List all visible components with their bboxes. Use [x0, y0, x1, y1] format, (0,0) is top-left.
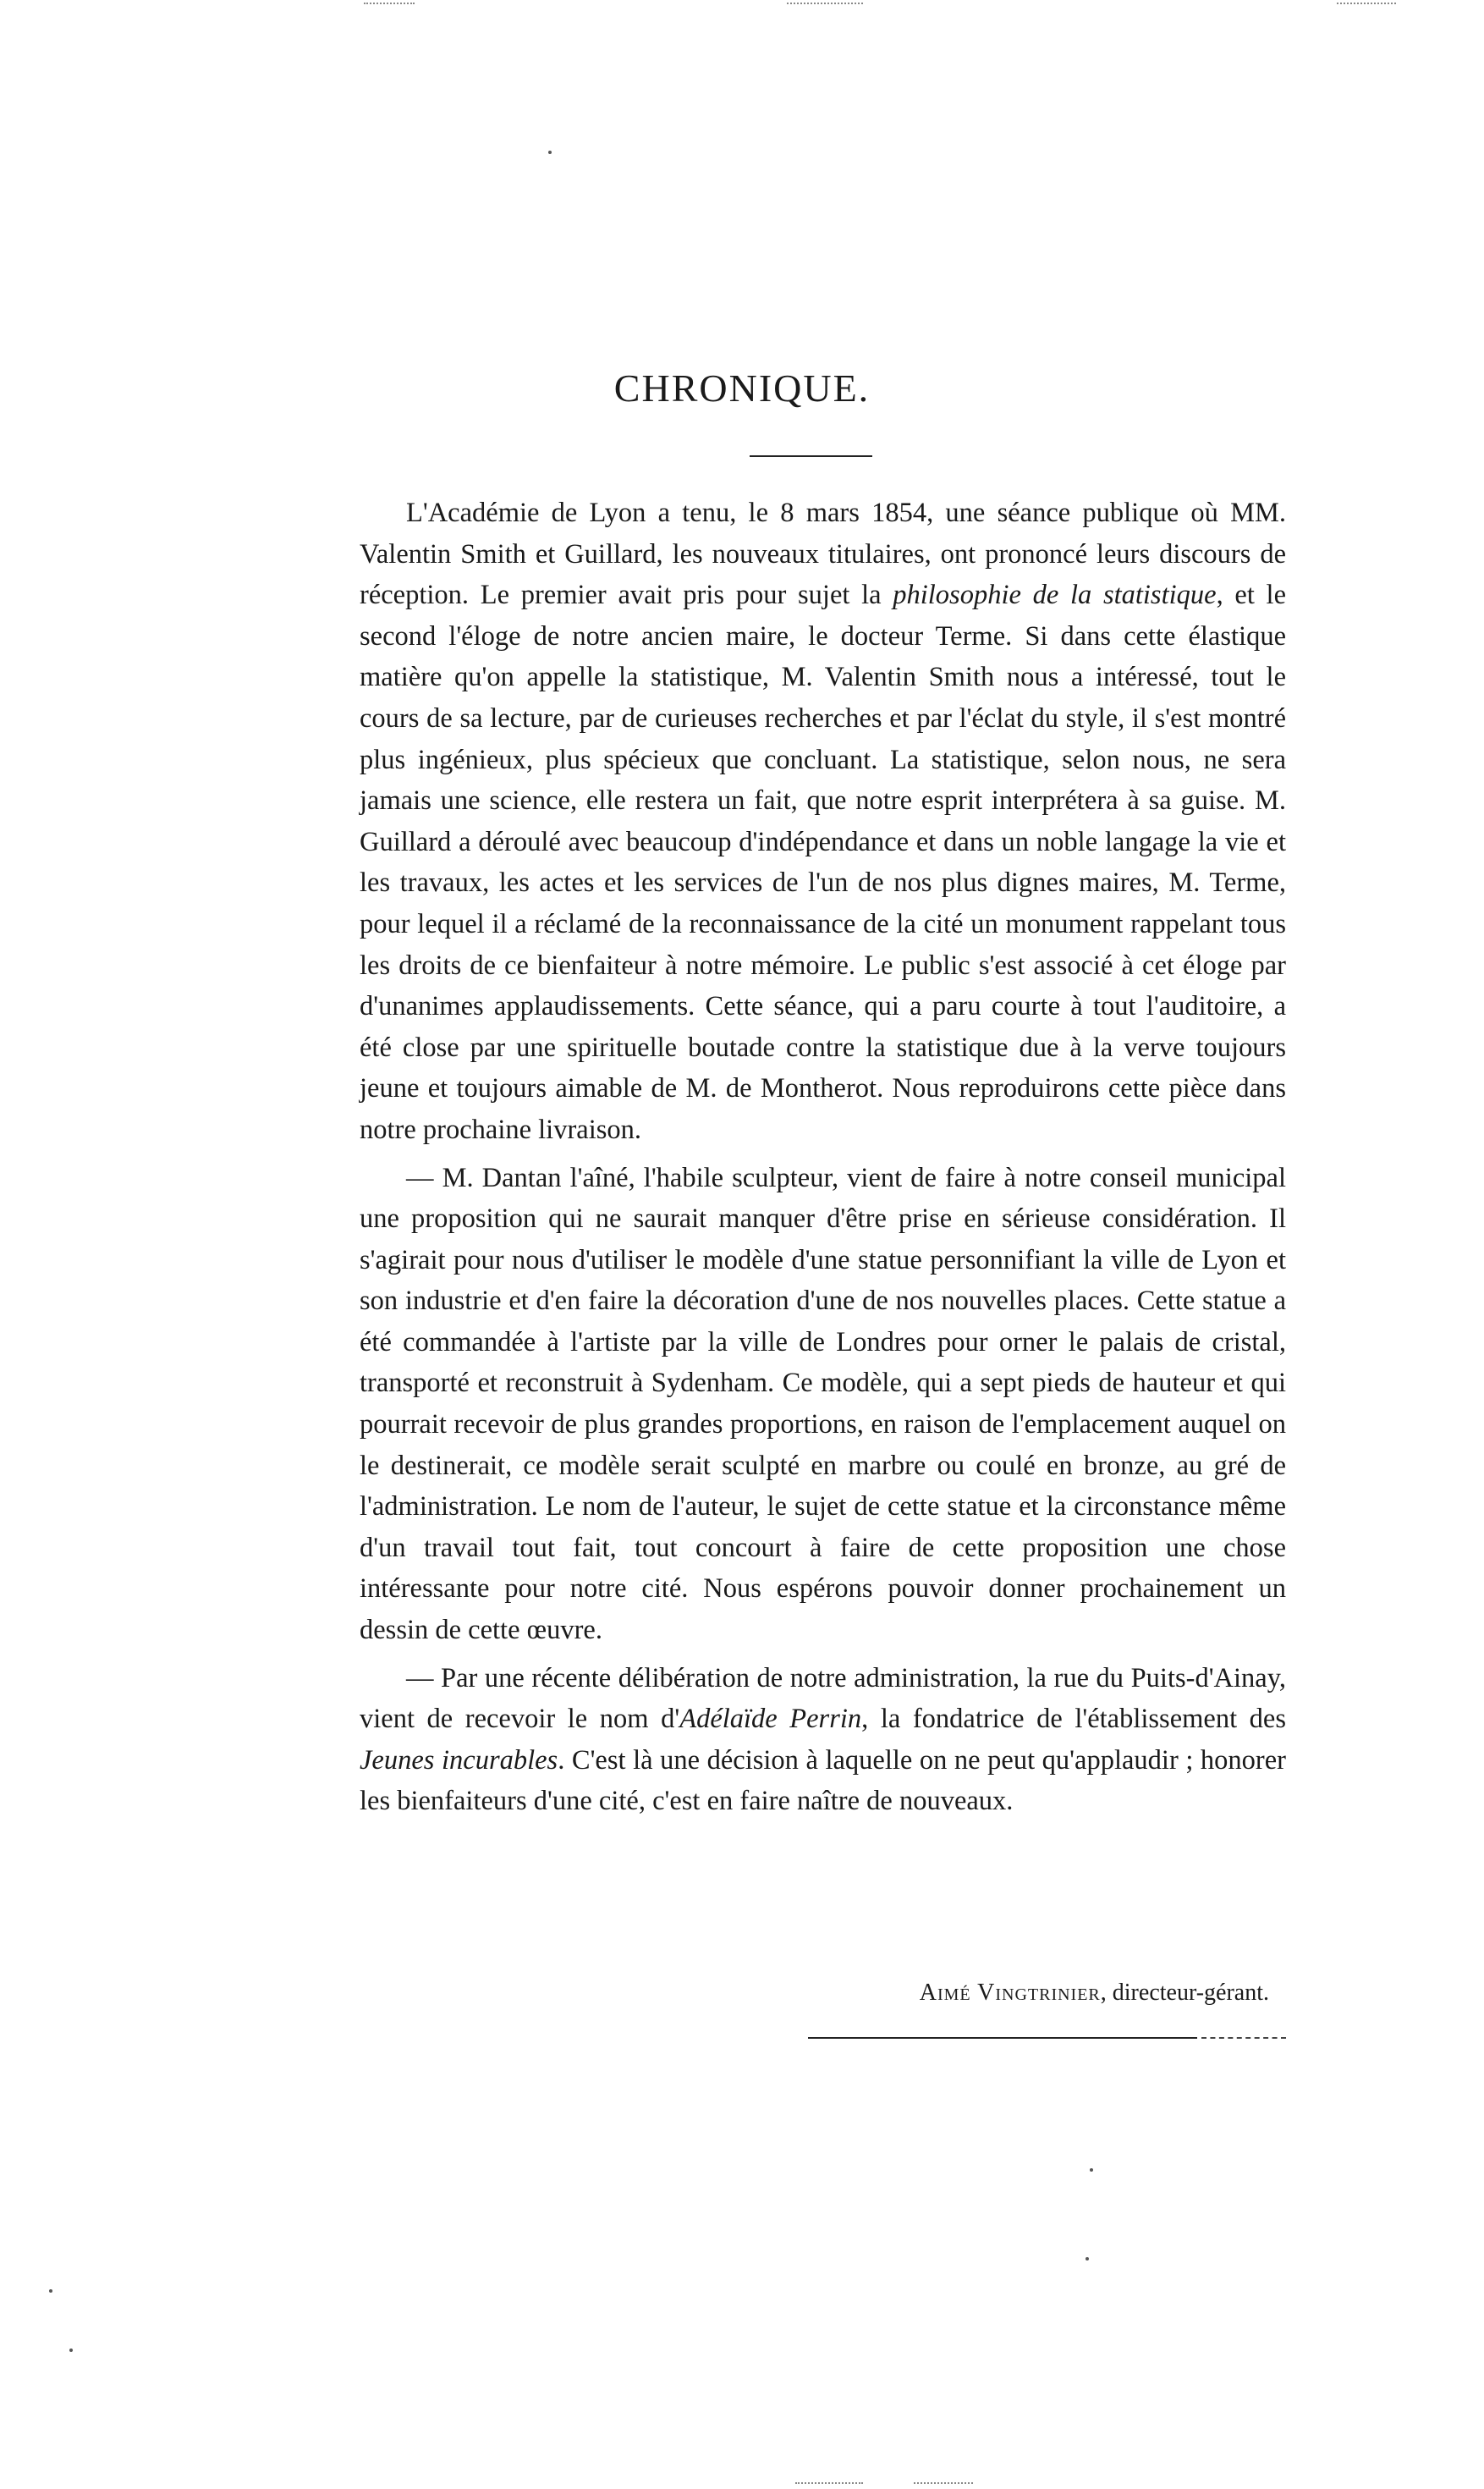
paragraph-perrin [360, 1658, 1286, 1822]
scan-edge-mark [364, 3, 415, 4]
paragraph-text: — M. Dantan l'aîné, l'habile sculpteur, vient de faire à notre conseil municipal une proposition qui ne saurait manquer d'être prise en sérieuse considération. Il s'agirait pour nous d'utiliser le modèle d'une statue personnifiant la ville de Lyon et son industrie et d'en faire la décoration d'une de nos nouvelles places. Cette statue a été commandée à l'artiste par la ville de Londres pour orner le palais de cristal, transporté et reconstruit à Sydenham. Ce modèle, qui a sept pieds de hauteur et qui pourrait recevoir de plus grandes proportions, en raison de l'emplacement auquel on le destinerait, ce modèle serait sculpté en marbre ou coulé en bronze, au gré de l'administration. Le nom de l'auteur, le sujet de cette statue et la circonstance même d'un travail tout fait, tout concourt à faire de cette proposition une chose intéressante pour notre cité. Nous espérons pouvoir donner prochainement un dessin de cette œuvre. [360, 1162, 1286, 1646]
paragraph-text: , et le second l'éloge de notre ancien maire, le docteur Terme. Si dans cette élastique matière qu'on appelle la statistique, M. Valentin Smith nous a intéressé, tout le cours de sa lecture, par de curieuses recherches et par l'éclat du style, il s'est montré plus ingénieux, plus spécieux que concluant. La statistique, selon nous, ne sera jamais une science, elle restera un fait, que notre esprit interprétera à sa guise. M. Guillard a déroulé avec beaucoup d'indépendance et dans un noble langage la vie et les travaux, les actes et les services de l'un de nos plus dignes maires, M. Terme, pour lequel il a réclamé de la reconnaissance de la cité un monument rappelant tous les droits de ce bienfaiteur à notre mémoire. Le public s'est associé à cet éloge par d'unanimes applaudissements. Cette séance, qui a paru courte à tout l'auditoire, a été close par une spirituelle boutade contre la statistique due à la verve toujours jeune et toujours aimable de M. de Montherot. Nous reproduirons cette pièce dans notre prochaine livraison. [360, 580, 1287, 1145]
article-body [360, 493, 1286, 1822]
scan-edge-mark [1337, 3, 1396, 4]
scan-edge-mark [914, 2482, 973, 2484]
emphasis-text: philosophie de la statistique [893, 580, 1217, 611]
signature [812, 1976, 1269, 2010]
page-title: CHRONIQUE. [613, 366, 871, 410]
signature-rule-dashed [1201, 2037, 1286, 2039]
paragraph-text: . C'est là une décision à laquelle on ne peut qu'applaudir ; honorer les bienfaiteurs d'une cité, c'est en faire naître de nouveaux. [360, 1744, 1286, 1817]
scan-speck [548, 151, 552, 154]
title-rule [750, 455, 872, 457]
paragraph-academie [360, 493, 1286, 1151]
signature-role: , directeur-gérant. [1100, 1980, 1269, 2006]
paragraph-text: L'Académie de Lyon a tenu, le 8 mars 1854, une séance publique où MM. Valentin Smith et Guillard, les nouveaux titulaires, ont prononcé leurs discours de réception. Le premier avait pris pour sujet la [360, 498, 1286, 611]
emphasis-text: Jeunes incurables [360, 1744, 558, 1776]
paragraph-text: , la fondatrice de l'établissement des [861, 1704, 1286, 1735]
scan-speck [69, 2349, 73, 2352]
paragraph-text: — Par une récente délibération de notre administration, la rue du Puits-d'Ainay, vient de recevoir le nom d' [360, 1662, 1286, 1735]
paragraph-dantan [360, 1158, 1286, 1651]
signature-rule [808, 2037, 1197, 2039]
emphasis-text: Adélaïde Perrin [679, 1704, 862, 1735]
scan-edge-mark [787, 3, 863, 4]
signature-name: Aimé Vingtrinier [919, 1980, 1101, 2006]
scan-speck [1086, 2257, 1089, 2260]
scan-edge-mark [795, 2482, 863, 2484]
scan-speck [1090, 2168, 1093, 2172]
scan-speck [49, 2289, 52, 2293]
